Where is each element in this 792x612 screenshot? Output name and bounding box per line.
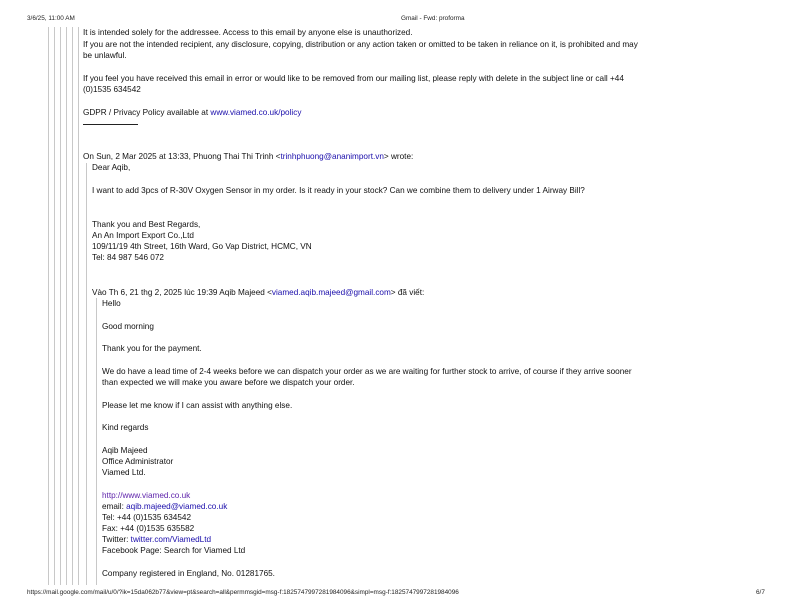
message-line: Please let me know if I can assist with anything else. [102,401,293,410]
quote-bar [48,27,49,585]
message-line: Hello [102,299,121,308]
quote-bar [72,27,73,585]
message-body: I want to add 3pcs of R-30V Oxygen Sensor in my order. Is it ready in your stock? Can we combine them to delivery under 1 Airway Bill? [92,186,585,195]
policy-link[interactable]: www.viamed.co.uk/policy [210,108,302,117]
twitter-label: Twitter: [102,535,131,544]
signature-role: Office Administrator [102,457,174,466]
quote-bar [54,27,55,585]
registration-line: Company registered in England, No. 01281765. [102,569,275,578]
quote-bar [66,27,67,585]
signature-line: 109/11/19 4th Street, 16th Ward, Go Vap District, HCMC, VN [92,242,312,251]
print-title: Gmail - Fwd: proforma [401,15,465,22]
tel-line: Tel: +44 (0)1535 634542 [102,513,191,522]
fax-line: Fax: +44 (0)1535 635582 [102,524,195,533]
attribution-prefix: Vào Th 6, 21 thg 2, 2025 lúc 19:39 Aqib Majeed < [92,288,272,297]
disclaimer-line: If you are not the intended recipient, any disclosure, copying, distribution or any action taken or omitted to be taken in reliance on it, is prohibited and may [83,40,638,49]
sender-email-link[interactable]: trinhphuong@ananimport.vn [280,152,384,161]
attribution-suffix: > wrote: [383,152,414,161]
attribution-suffix: > đã viết: [390,288,425,297]
signature-divider [83,124,138,125]
signature-name: Aqib Majeed [102,446,148,455]
sender-email-link[interactable]: viamed.aqib.majeed@gmail.com [271,288,391,297]
disclaimer-line: If you feel you have received this email in error or would like to be removed from our mailing list, please reply with delete in the subject line or call +44 [83,74,624,83]
greeting: Dear Aqib, [92,163,131,172]
email-line [102,502,227,513]
message-line: Kind regards [102,423,149,432]
disclaimer-line: be unlawful. [83,51,127,60]
gdpr-prefix: GDPR / Privacy Policy available at [83,108,211,117]
disclaimer-line: It is intended solely for the addressee. Access to this email by anyone else is unauthorized. [83,28,413,37]
disclaimer-line: (0)1535 634542 [83,85,141,94]
signature-line: Tel: 84 987 546 072 [92,253,164,262]
message-line: We do have a lead time of 2-4 weeks before we can dispatch your order as we are waiting for further stock to arrive, of course if they arrive sooner [102,367,632,376]
quote-attribution [92,288,424,299]
twitter-link[interactable]: twitter.com/ViamedLtd [130,535,212,544]
message-line: Thank you for the payment. [102,344,202,353]
quote-bar [60,27,61,585]
quote-bar [78,27,79,585]
print-datetime: 3/6/25, 11:00 AM [27,15,75,22]
website-link[interactable]: http://www.viamed.co.uk [102,491,191,500]
email-label: email: [102,502,127,511]
gdpr-line [83,108,301,119]
signature-line: Thank you and Best Regards, [92,220,201,229]
print-url: https://mail.google.com/mail/u/0/?ik=15da062b77&view=pt&search=all&permmsgid=msg-f:1825747997281984096&simpl=msg-f:1825747997281984096 [27,589,459,596]
twitter-line [102,535,211,546]
page-number: 6/7 [756,589,765,596]
attribution-prefix: On Sun, 2 Mar 2025 at 13:33, Phuong Thai Thi Trinh < [83,152,281,161]
quote-bar [86,163,87,585]
quote-bar [96,298,97,585]
facebook-line: Facebook Page: Search for Viamed Ltd [102,546,246,555]
signature-company: Viamed Ltd. [102,468,146,477]
signature-line: An An Import Export Co.,Ltd [92,231,194,240]
email-link[interactable]: aqib.majeed@viamed.co.uk [126,502,228,511]
quote-attribution [83,152,413,163]
message-line: than expected we will make you aware before we dispatch your order. [102,378,355,387]
message-line: Good morning [102,322,154,331]
